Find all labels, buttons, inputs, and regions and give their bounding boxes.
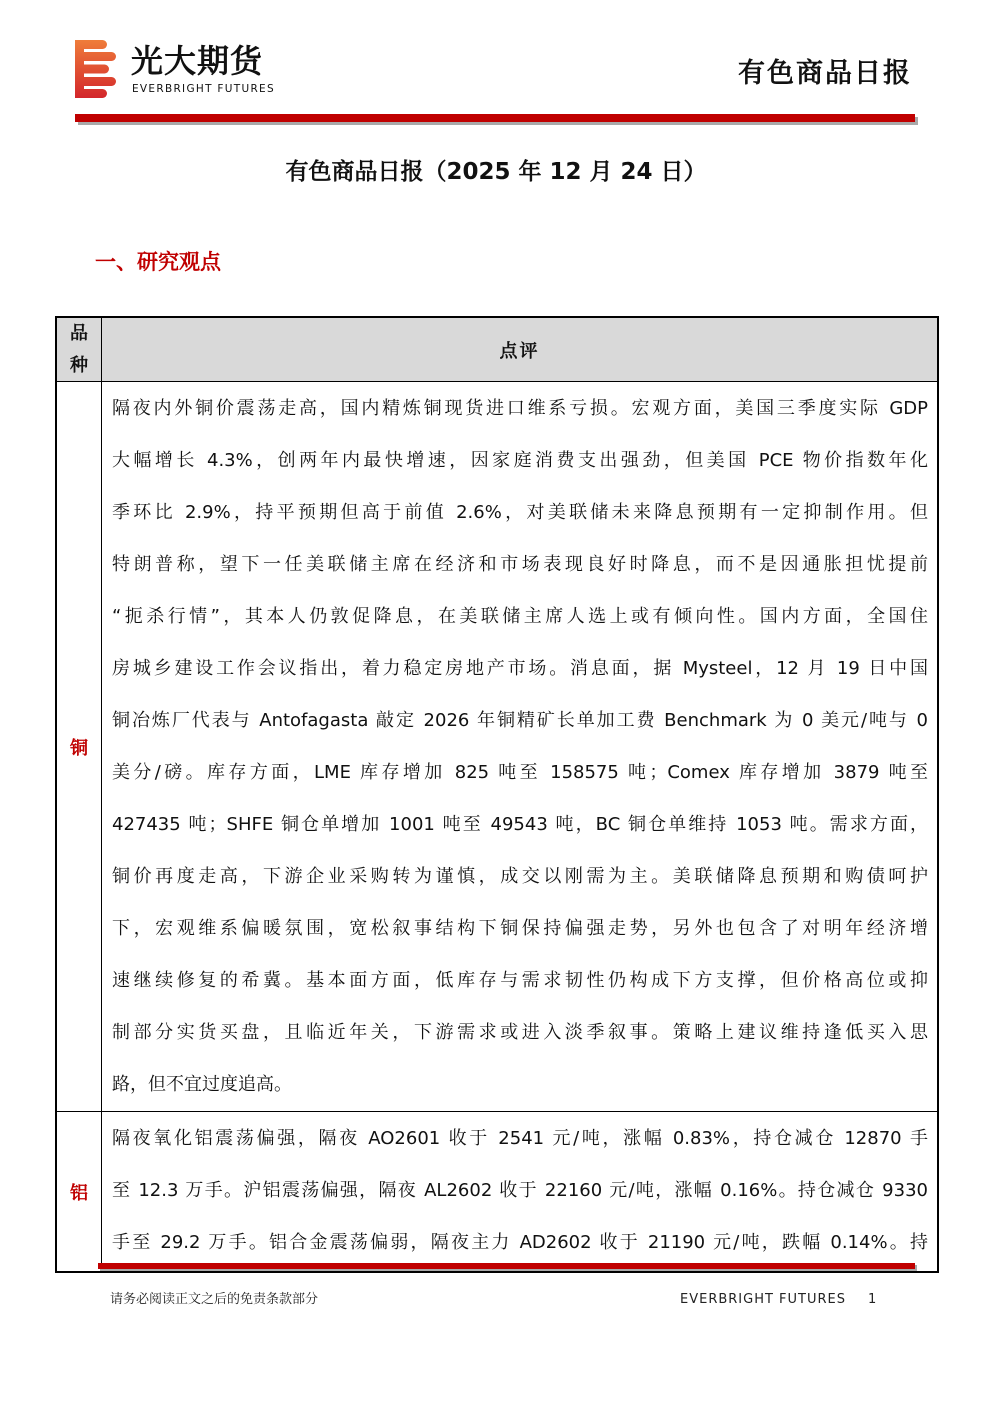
comment-copper [102,382,937,1111]
comment-line: 铜价再度走高，下游企业采购转为谨慎，成交以刚需为主。美联储降息预期和购债呵护 [112,866,928,887]
comment-line: 隔夜内外铜价震荡走高，国内精炼铜现货进口维系亏损。宏观方面，美国三季度实际 GDP [112,398,928,419]
comment-line: 下，宏观维系偏暖氛围，宽松叙事结构下铜保持偏强走势，另外也包含了对明年经济增 [112,918,928,939]
table-row-aluminum [57,1112,937,1273]
comment-aluminum [102,1112,937,1273]
category-header-cell [57,318,102,381]
brand-name-english: EVERBRIGHT FUTURES [132,83,275,95]
comment-line: 427435 吨；SHFE 铜仓单增加 1001 吨至 49543 吨，BC 铜仓单维持 1053 吨。需求方面， [112,814,928,835]
comment-line: 房城乡建设工作会议指出，着力稳定房地产市场。消息面，据 Mysteel，12 月 19 日中国 [112,658,928,679]
comment-line: 季环比 2.9%，持平预期但高于前值 2.6%，对美联储未来降息预期有一定抑制作用。但 [112,502,928,523]
research-table [55,316,939,1273]
report-name: 有色商品日报 [738,58,912,89]
comment-line: 隔夜氧化铝震荡偏强，隔夜 AO2601 收于 2541 元/吨，涨幅 0.83%，持仓减仓 12870 手 [112,1128,928,1149]
comment-line: 路，但不宜过度追高。 [112,1074,292,1095]
comment-line: 速继续修复的希冀。基本面方面，低库存与需求韧性仍构成下方支撑，但价格高位或抑 [112,970,928,991]
category-cell [57,382,102,1111]
table-row-copper [57,382,937,1112]
comment-line: 制部分实货买盘，且临近年关，下游需求或进入淡季叙事。策略上建议维持逢低买入思 [112,1022,928,1043]
comment-line: 至 12.3 万手。沪铝震荡偏强，隔夜 AL2602 收于 22160 元/吨，涨幅 0.16%。持仓减仓 9330 [112,1180,928,1201]
comment-line: 特朗普称，望下一任美联储主席在经济和市场表现良好时降息，而不是因通胀担忧提前 [112,554,928,575]
table-header-row [57,318,937,382]
page-number: 1 [868,1292,877,1307]
category-label-copper: 铜 [70,737,88,759]
comment-line: 手至 29.2 万手。铝合金震荡偏弱，隔夜主力 AD2602 收于 21190 元/吨，跌幅 0.14%。持 [112,1232,928,1253]
comment-line: 铜冶炼厂代表与 Antofagasta 敲定 2026 年铜精矿长单加工费 Benchmark 为 0 美元/吨与 0 [112,710,928,731]
comment-line: 大幅增长 4.3%，创两年内最快增速，因家庭消费支出强劲，但美国 PCE 物价指数年化 [112,450,928,471]
category-header: 品种 [70,322,88,376]
section-heading: 一、研究观点 [95,250,221,274]
page-title: 有色商品日报（2025 年 12 月 24 日） [285,159,707,185]
header-divider [75,114,915,122]
brand-name-chinese: 光大期货 [131,42,264,80]
footer-company: EVERBRIGHT FUTURES [680,1292,847,1307]
comment-header: 点评 [499,340,540,362]
footer-disclaimer: 请务必阅读正文之后的免责条款部分 [110,1292,319,1307]
comment-line: 美分/磅。库存方面，LME 库存增加 825 吨至 158575 吨；Comex 库存增加 3879 吨至 [112,762,928,783]
footer-divider [98,1263,915,1269]
everbright-logo-icon [75,40,117,98]
category-cell [57,1112,102,1272]
comment-line: “扼杀行情”，其本人仍敦促降息，在美联储主席人选上或有倾向性。国内方面，全国住 [112,606,928,627]
category-label-aluminum: 铝 [70,1183,88,1204]
